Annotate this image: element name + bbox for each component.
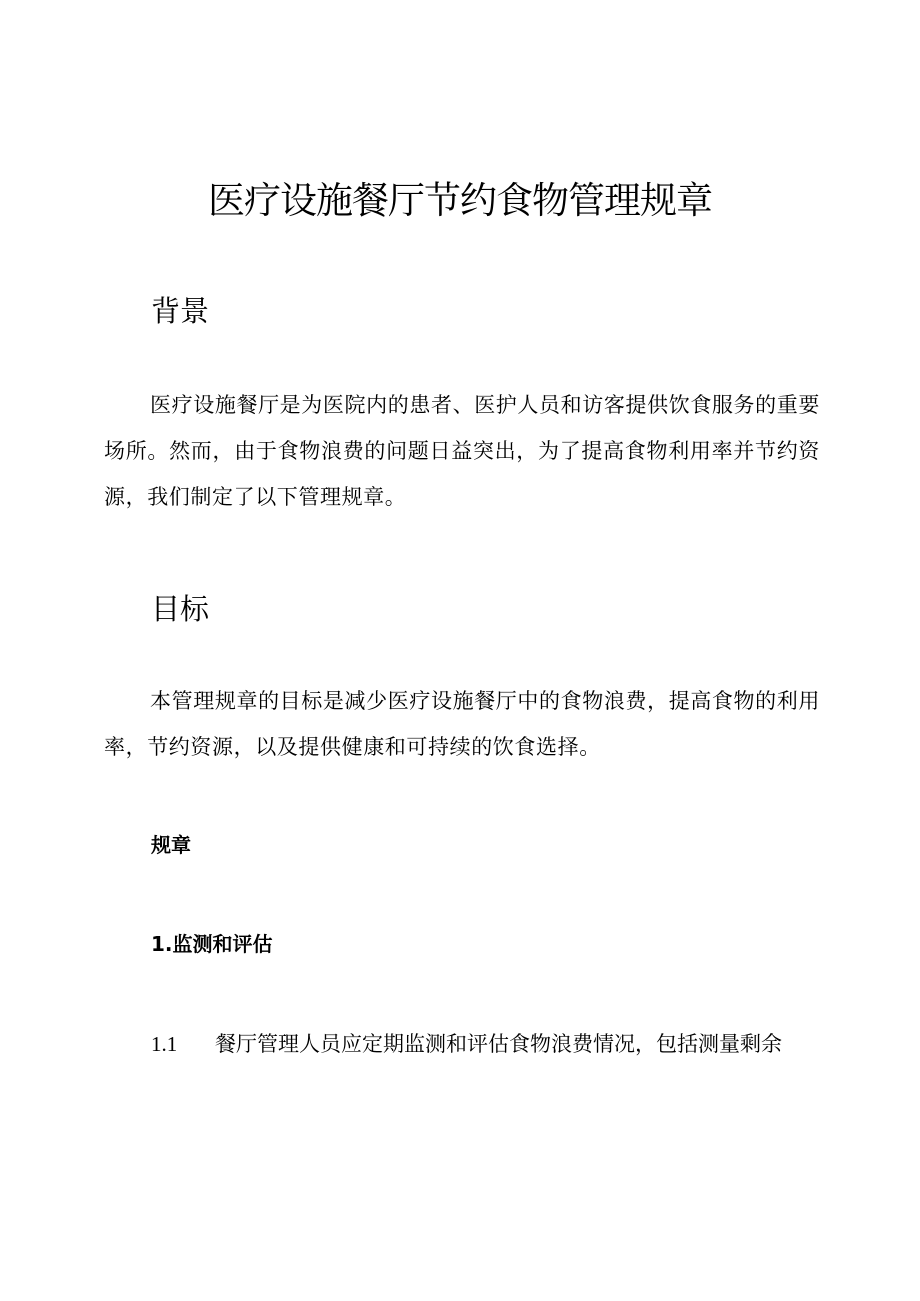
goal-paragraph: 本管理规章的目标是减少医疗设施餐厅中的食物浪费，提高食物的利用率，节约资源，以及提供健康和可持续的饮食选择。 bbox=[104, 689, 820, 759]
background-paragraph: 医疗设施餐厅是为医院内的患者、医护人员和访客提供饮食服务的重要场所。然而，由于食物浪费的问题日益突出，为了提高食物利用率并节约资源，我们制定了以下管理规章。 bbox=[104, 393, 820, 509]
subsection-heading-monitoring: 1.监测和评估 bbox=[151, 932, 273, 956]
section-heading-goal: 目标 bbox=[151, 592, 210, 626]
rule-item-1-1 bbox=[151, 1024, 831, 1064]
section-heading-rules: 规章 bbox=[151, 833, 191, 857]
rule-item-text: 餐厅管理人员应定期监测和评估食物浪费情况，包括测量剩余 bbox=[215, 1032, 782, 1056]
section-heading-background: 背景 bbox=[151, 294, 210, 328]
document-title: 医疗设施餐厅节约食物管理规章 bbox=[208, 179, 712, 222]
rule-item-number: 1.1 bbox=[151, 1032, 178, 1056]
